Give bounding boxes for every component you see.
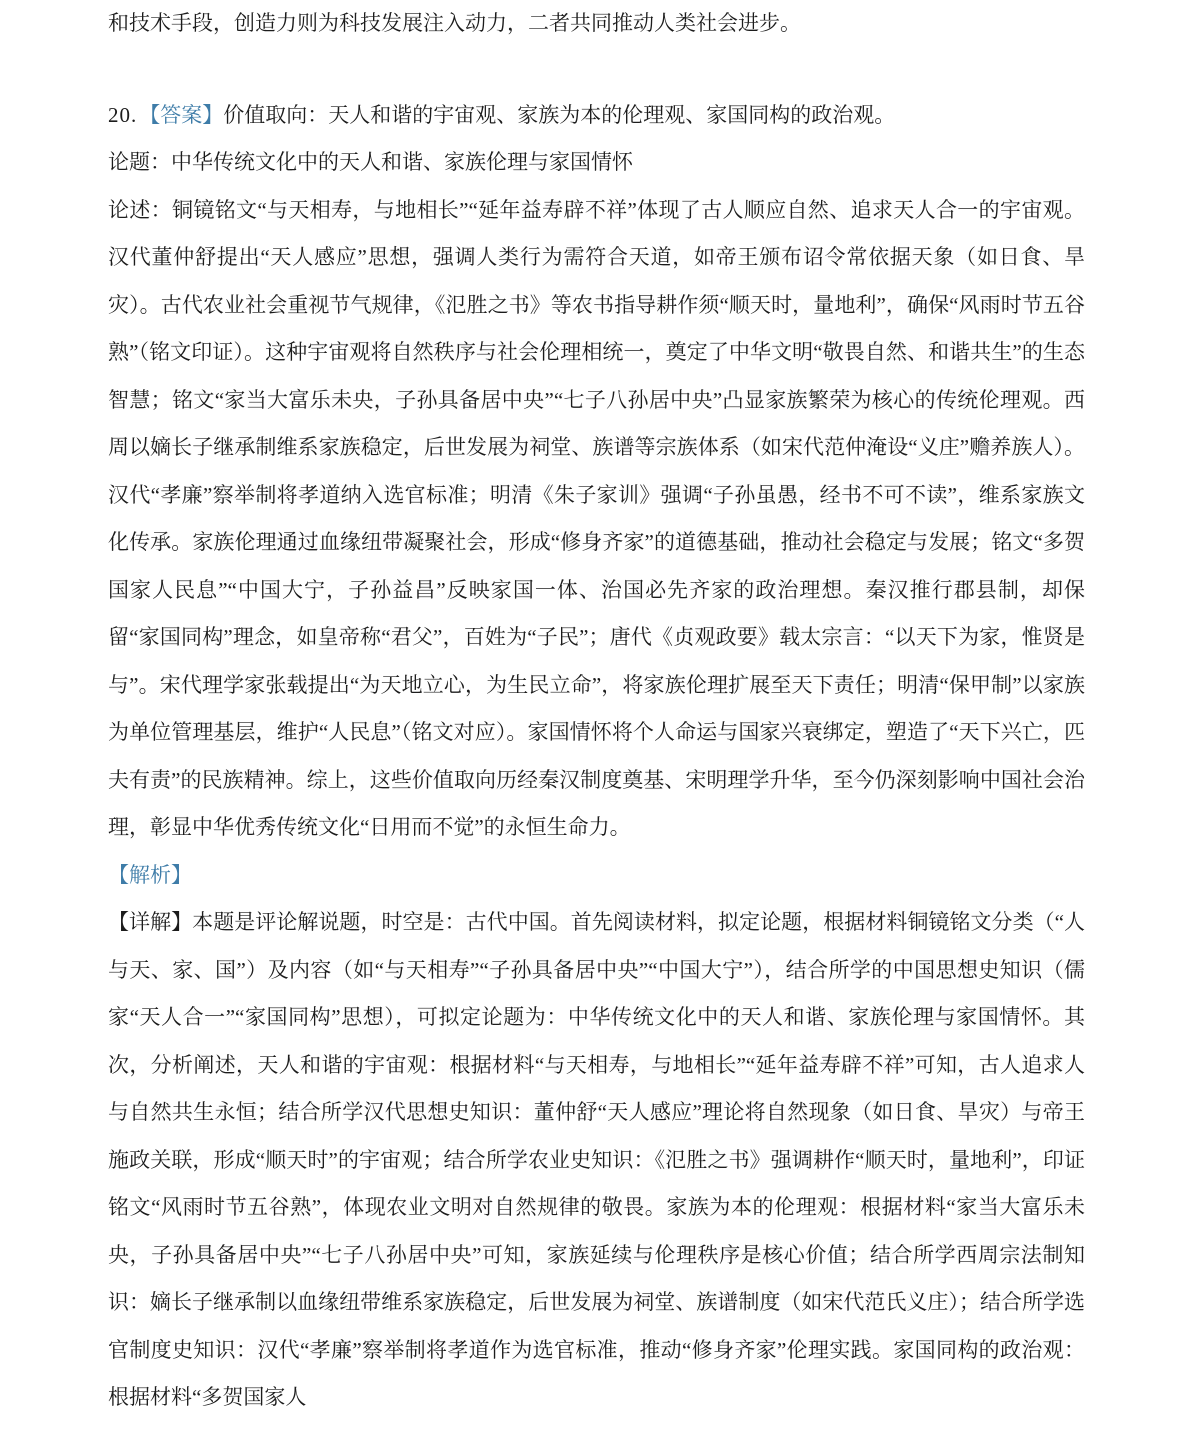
analysis-marker: 【解析】 [108, 862, 192, 887]
intro-paragraph: 和技术手段，创造力则为科技发展注入动力，二者共同推动人类社会进步。 [108, 11, 801, 35]
answer-marker: 【答案】 [139, 102, 224, 127]
topic-line: 论题：中华传统文化中的天人和谐、家族伦理与家国情怀 [108, 150, 633, 174]
answer-text: 价值取向：天人和谐的宇宙观、家族为本的伦理观、家国同构的政治观。 [223, 102, 896, 127]
detail-paragraph [108, 899, 1085, 1422]
answer-line [108, 92, 1085, 140]
discussion-paragraph: 论述：铜镜铭文“与天相寿，与地相长”“延年益寿辟不祥”体现了古人顺应自然、追求天人合一的宇宙观。汉代董仲舒提出“天人感应”思想，强调人类行为需符合天道，如帝王颁布诏令常依据天象（如日食、旱灾）。古代农业社会重视节气规律，《氾胜之书》等农书指导耕作须“顺天时，量地利”，确保“风雨时节五谷熟”（铭文印证）。这种宇宙观将自然秩序与社会伦理相统一，奠定了中华文明“敬畏自然、和谐共生”的生态智慧；铭文“家当大富乐未央，子孙具备居中央”“七子八孙居中央”凸显家族繁荣为核心的传统伦理观。西周以嫡长子继承制维系家族稳定，后世发展为祠堂、族谱等宗族体系（如宋代范仲淹设“义庄”赡养族人）。汉代“孝廉”察举制将孝道纳入选官标准；明清《朱子家训》强调“子孙虽愚，经书不可不读”，维系家族文化传承。家族伦理通过血缘纽带凝聚社会，形成“修身齐家”的道德基础，推动社会稳定与发展；铭文“多贺国家人民息”“中国大宁，子孙益昌”反映家国一体、治国必先齐家的政治理想。秦汉推行郡县制，却保留“家国同构”理念，如皇帝称“君父”，百姓为“子民”；唐代《贞观政要》载太宗言：“以天下为家，惟贤是与”。宋代理学家张载提出“为天地立心，为生民立命”，将家族伦理扩展至天下责任；明清“保甲制”以家族为单位管理基层，维护“人民息”（铭文对应）。家国情怀将个人命运与国家兴衰绑定，塑造了“天下兴亡，匹夫有责”的民族精神。综上，这些价值取向历经秦汉制度奠基、宋明理学升华，至今仍深刻影响中国社会治理，彰显中华优秀传统文化“日用而不觉”的永恒生命力。 [108, 197, 1085, 839]
detail-text: 本题是评论解说题，时空是：古代中国。首先阅读材料，拟定论题，根据材料铜镜铭文分类（“人与天、家、国”）及内容（如“与天相寿”“子孙具备居中央”“中国大宁”），结合所学的中国思想史知识（儒家“天人合一”“家国同构”思想），可拟定论题为：中华传统文化中的天人和谐、家族伦理与家国情怀。其次，分析阐述，天人和谐的宇宙观：根据材料“与天相寿，与地相长”“延年益寿辟不祥”可知，古人追求人与自然共生永恒；结合所学汉代思想史知识：董仲舒“天人感应”理论将自然现象（如日食、旱灾）与帝王施政关联，形成“顺天时”的宇宙观；结合所学农业史知识：《氾胜之书》强调耕作“顺天时，量地利”，印证铭文“风雨时节五谷熟”，体现农业文明对自然规律的敬畏。家族为本的伦理观：根据材料“家当大富乐未央，子孙具备居中央”“七子八孙居中央”可知，家族延续与伦理秩序是核心价值；结合所学西周宗法制知识：嫡长子继承制以血缘纽带维系家族稳定，后世发展为祠堂、族谱制度（如宋代范氏义庄）；结合所学选官制度史知识：汉代“孝廉”察举制将孝道作为选官标准，推动“修身齐家”伦理实践。家国同构的政治观：根据材料“多贺国家人 [108, 910, 1085, 1409]
detail-marker: 【详解】 [108, 910, 193, 934]
question-number: 20. [108, 102, 138, 127]
